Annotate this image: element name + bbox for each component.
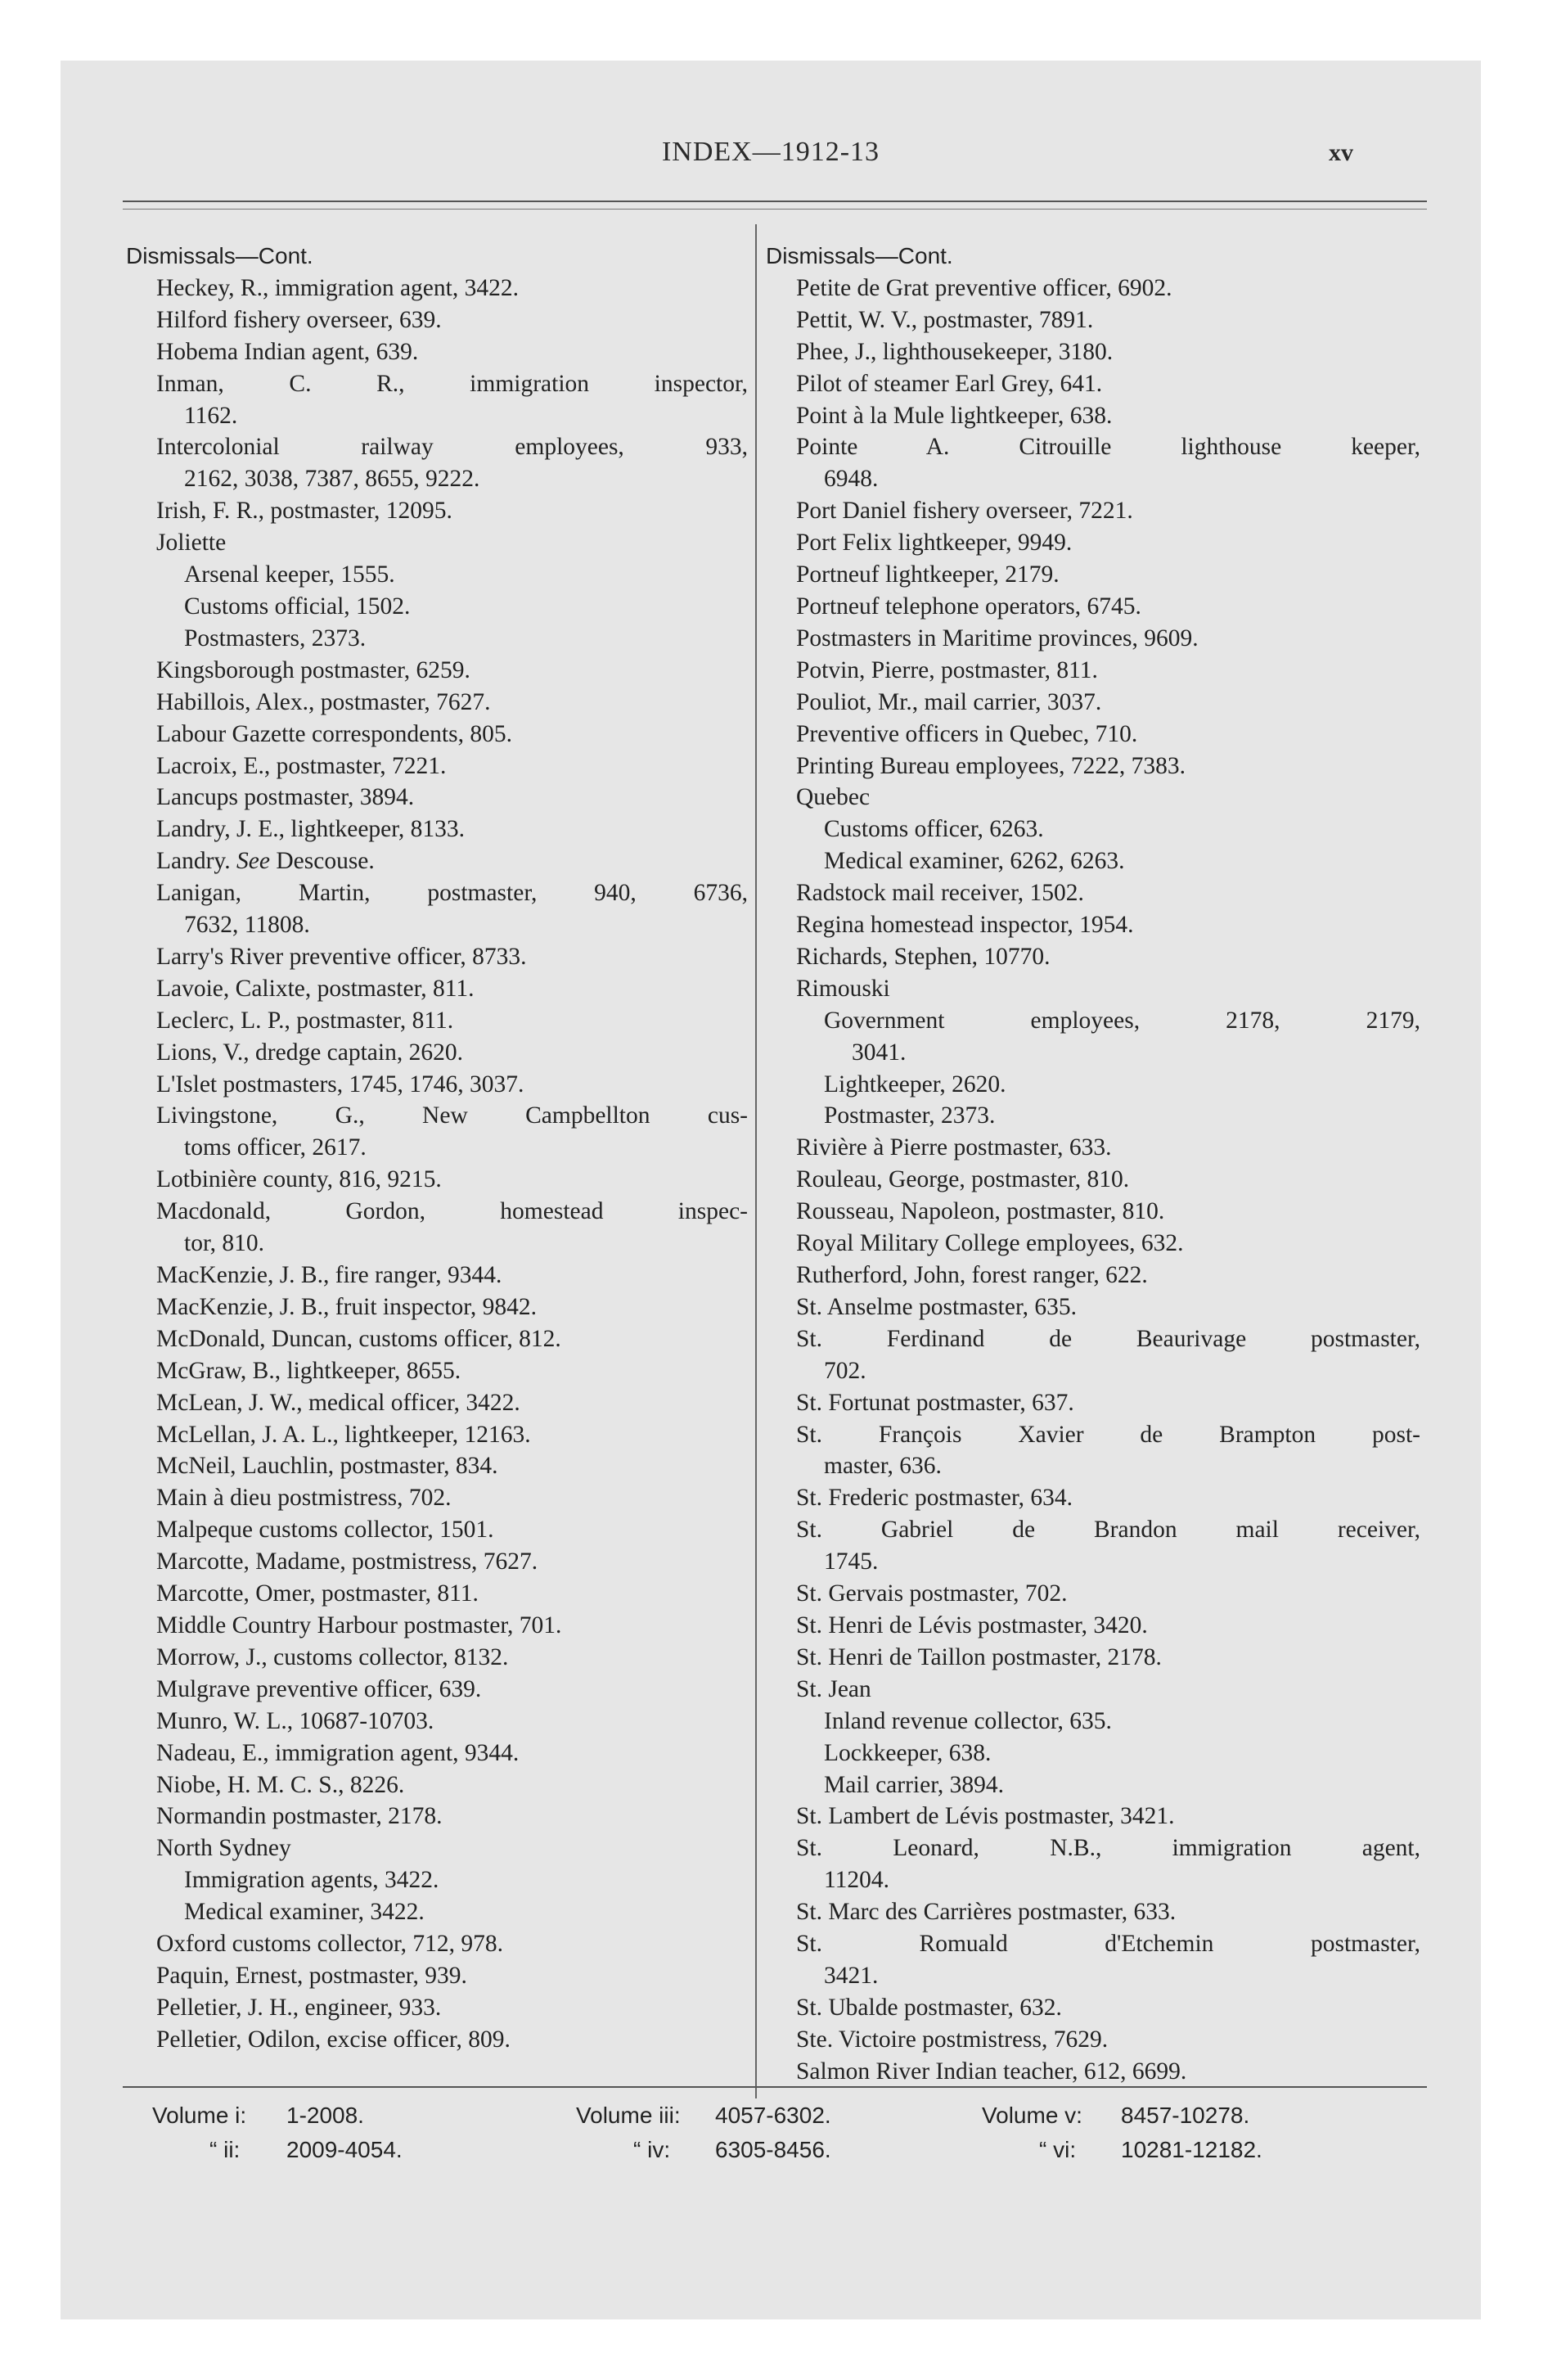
index-entry: Livingstone, G., New Campbellton cus-: [156, 1102, 748, 1129]
index-entry: Lotbinière county, 816, 9215.: [156, 1166, 442, 1193]
volume-label: “ iv:: [633, 2137, 671, 2162]
index-entry: MacKenzie, J. B., fire ranger, 9344.: [156, 1262, 502, 1288]
index-entry: St. Henri de Taillon postmaster, 2178.: [796, 1643, 1162, 1670]
index-entry: Lightkeeper, 2620.: [824, 1071, 1006, 1098]
index-entry: St. Gabriel de Brandon mail receiver,: [796, 1517, 1420, 1544]
index-entry: Postmasters in Maritime provinces, 9609.: [796, 624, 1199, 651]
index-entry: Larry's River preventive officer, 8733.: [156, 943, 527, 970]
index-entry: St. Marc des Carrières postmaster, 633.: [796, 1899, 1177, 1926]
index-entry: Marcotte, Madame, postmistress, 7627.: [156, 1548, 538, 1575]
index-entry: St. Ubalde postmaster, 632.: [796, 1994, 1062, 2021]
index-entry: 3041.: [852, 1039, 907, 1066]
volume-range: 2009-4054.: [286, 2137, 403, 2162]
index-entry: Pointe A. Citrouille lighthouse keeper,: [796, 434, 1420, 461]
index-entry: Richards, Stephen, 10770.: [796, 943, 1051, 970]
index-entry: Arsenal keeper, 1555.: [184, 561, 395, 588]
left-column: [126, 241, 748, 2056]
index-entry: 1162.: [184, 402, 238, 429]
index-entry: Lanigan, Martin, postmaster, 940, 6736,: [156, 880, 748, 907]
index-entry: Rimouski: [796, 975, 890, 1002]
index-entry: Royal Military College employees, 632.: [796, 1230, 1184, 1257]
index-entry: Immigration agents, 3422.: [184, 1867, 439, 1894]
index-entry: St. Romuald d'Etchemin postmaster,: [796, 1931, 1420, 1958]
index-entry: Ste. Victoire postmistress, 7629.: [796, 2026, 1109, 2053]
index-entry: Labour Gazette correspondents, 805.: [156, 720, 512, 747]
page-title: INDEX—1912-13: [661, 137, 880, 167]
header-rule-secondary: [123, 209, 1427, 210]
index-entry: Marcotte, Omer, postmaster, 811.: [156, 1580, 479, 1607]
index-entry: Lavoie, Calixte, postmaster, 811.: [156, 975, 475, 1002]
index-entry: Port Daniel fishery overseer, 7221.: [796, 498, 1133, 525]
index-entry: St. Frederic postmaster, 634.: [796, 1485, 1073, 1512]
volume-range: 4057-6302.: [715, 2103, 831, 2128]
index-entry: Lions, V., dredge captain, 2620.: [156, 1039, 463, 1066]
index-entry: 702.: [824, 1357, 866, 1384]
volume-range: 10281-12182.: [1121, 2137, 1262, 2162]
index-entry: Port Felix lightkeeper, 9949.: [796, 530, 1073, 557]
see-reference: See: [236, 848, 270, 875]
index-entry: North Sydney: [156, 1835, 291, 1862]
index-entry: St. Lambert de Lévis postmaster, 3421.: [796, 1803, 1175, 1830]
index-entry: Rousseau, Napoleon, postmaster, 810.: [796, 1198, 1165, 1225]
index-entry: Main à dieu postmistress, 702.: [156, 1485, 452, 1512]
index-entry: Rivière à Pierre postmaster, 633.: [796, 1134, 1112, 1161]
index-entry: Lacroix, E., postmaster, 7221.: [156, 752, 447, 779]
index-entry: Landry. See Descouse.: [156, 848, 375, 875]
index-entry: McDonald, Duncan, customs officer, 812.: [156, 1325, 561, 1352]
index-entry: L'Islet postmasters, 1745, 1746, 3037.: [156, 1071, 524, 1098]
index-entry: Phee, J., lighthousekeeper, 3180.: [796, 338, 1114, 365]
index-entry: Munro, W. L., 10687-10703.: [156, 1707, 434, 1734]
index-entry: Morrow, J., customs collector, 8132.: [156, 1643, 509, 1670]
index-entry: Government employees, 2178, 2179,: [824, 1007, 1420, 1034]
index-entry: Heckey, R., immigration agent, 3422.: [156, 274, 519, 301]
index-entry: Lockkeeper, 638.: [824, 1739, 992, 1766]
index-entry: Niobe, H. M. C. S., 8226.: [156, 1771, 405, 1798]
index-entry: Point à la Mule lightkeeper, 638.: [796, 402, 1113, 429]
index-entry: Malpeque customs collector, 1501.: [156, 1517, 494, 1544]
index-entry: Customs officer, 6263.: [824, 816, 1044, 843]
index-entry: Customs official, 1502.: [184, 593, 411, 620]
volume-label: Volume i:: [152, 2103, 247, 2128]
index-entry: St. François Xavier de Brampton post-: [796, 1421, 1420, 1448]
index-page: [61, 61, 1481, 2319]
index-entry: Lancups postmaster, 3894.: [156, 784, 415, 811]
index-entry: St. Leonard, N.B., immigration agent,: [796, 1835, 1420, 1862]
volume-label: Volume v:: [982, 2103, 1082, 2128]
index-entry: Intercolonial railway employees, 933,: [156, 434, 748, 461]
page-number: xv: [1329, 139, 1353, 166]
index-entry: Leclerc, L. P., postmaster, 811.: [156, 1007, 454, 1034]
section-heading: Dismissals—Cont.: [126, 243, 313, 268]
index-entry: Joliette: [156, 530, 227, 557]
index-entry: Medical examiner, 3422.: [184, 1899, 425, 1926]
volume-label: “ ii:: [209, 2137, 241, 2162]
index-entry: Hobema Indian agent, 639.: [156, 338, 419, 365]
index-entry: St. Ferdinand de Beaurivage postmaster,: [796, 1325, 1420, 1352]
index-entry: Pelletier, Odilon, excise officer, 809.: [156, 2026, 511, 2053]
index-entry: 2162, 3038, 7387, 8655, 9222.: [184, 466, 480, 493]
index-entry: St. Fortunat postmaster, 637.: [796, 1389, 1074, 1416]
index-entry: Pouliot, Mr., mail carrier, 3037.: [796, 688, 1102, 715]
index-entry: 3421.: [824, 1962, 879, 1989]
index-entry: Medical examiner, 6262, 6263.: [824, 848, 1125, 875]
volume-label: “ vi:: [1039, 2137, 1077, 2162]
index-entry: McLean, J. W., medical officer, 3422.: [156, 1389, 520, 1416]
index-entry: Pettit, W. V., postmaster, 7891.: [796, 306, 1094, 333]
index-entry: Potvin, Pierre, postmaster, 811.: [796, 656, 1098, 683]
index-entry: McGraw, B., lightkeeper, 8655.: [156, 1357, 461, 1384]
index-entry: Inman, C. R., immigration inspector,: [156, 370, 748, 397]
index-entry: master, 636.: [824, 1453, 942, 1480]
index-entry: Regina homestead inspector, 1954.: [796, 912, 1134, 939]
index-entry: Inland revenue collector, 635.: [824, 1707, 1112, 1734]
index-entry: Radstock mail receiver, 1502.: [796, 880, 1084, 907]
index-entry: Nadeau, E., immigration agent, 9344.: [156, 1739, 520, 1766]
index-entry: Rouleau, George, postmaster, 810.: [796, 1166, 1130, 1193]
volume-label: Volume iii:: [576, 2103, 681, 2128]
index-entry: Postmasters, 2373.: [184, 624, 367, 651]
index-entry: Normandin postmaster, 2178.: [156, 1803, 443, 1830]
index-entry: Portneuf telephone operators, 6745.: [796, 593, 1141, 620]
index-entry: 11204.: [824, 1867, 890, 1894]
right-column: [766, 241, 1420, 2088]
index-entry: 6948.: [824, 466, 879, 493]
index-entry: Portneuf lightkeeper, 2179.: [796, 561, 1060, 588]
index-entry: St. Jean: [796, 1675, 871, 1702]
index-entry: Landry, J. E., lightkeeper, 8133.: [156, 816, 466, 843]
index-entry: Pilot of steamer Earl Grey, 641.: [796, 370, 1103, 397]
index-entry: Paquin, Ernest, postmaster, 939.: [156, 1962, 467, 1989]
index-entry: Mulgrave preventive officer, 639.: [156, 1675, 482, 1702]
index-entry: Pelletier, J. H., engineer, 933.: [156, 1994, 442, 2021]
index-entry: Macdonald, Gordon, homestead inspec-: [156, 1198, 748, 1225]
index-entry: Printing Bureau employees, 7222, 7383.: [796, 752, 1186, 779]
index-entry: tor, 810.: [184, 1230, 264, 1257]
header-rule: [123, 201, 1427, 202]
index-entry: 1745.: [824, 1548, 879, 1575]
index-entry: toms officer, 2617.: [184, 1134, 367, 1161]
index-entry: Salmon River Indian teacher, 612, 6699.: [796, 2058, 1187, 2085]
index-entry: 7632, 11808.: [184, 912, 310, 939]
index-entry: Quebec: [796, 784, 871, 811]
volume-range: 8457-10278.: [1121, 2103, 1250, 2128]
index-entry: McLellan, J. A. L., lightkeeper, 12163.: [156, 1421, 531, 1448]
index-entry: Habillois, Alex., postmaster, 7627.: [156, 688, 491, 715]
index-entry: Petite de Grat preventive officer, 6902.: [796, 274, 1172, 301]
index-entry: Mail carrier, 3894.: [824, 1771, 1004, 1798]
index-entry: Irish, F. R., postmaster, 12095.: [156, 498, 452, 525]
index-entry: Rutherford, John, forest ranger, 622.: [796, 1262, 1148, 1288]
index-entry: St. Gervais postmaster, 702.: [796, 1580, 1068, 1607]
index-entry: Oxford customs collector, 712, 978.: [156, 1931, 504, 1958]
index-entry: Preventive officers in Quebec, 710.: [796, 720, 1138, 747]
index-entry: Postmaster, 2373.: [824, 1102, 996, 1129]
index-entry: Hilford fishery overseer, 639.: [156, 306, 442, 333]
index-entry: Middle Country Harbour postmaster, 701.: [156, 1611, 562, 1639]
index-entry: McNeil, Lauchlin, postmaster, 834.: [156, 1453, 498, 1480]
section-heading: Dismissals—Cont.: [766, 243, 953, 268]
index-entry: MacKenzie, J. B., fruit inspector, 9842.: [156, 1293, 537, 1320]
volume-range: 6305-8456.: [715, 2137, 831, 2162]
footer-rule: [123, 2086, 1427, 2088]
index-entry: St. Anselme postmaster, 635.: [796, 1293, 1077, 1320]
index-entry: St. Henri de Lévis postmaster, 3420.: [796, 1611, 1148, 1639]
volume-range: 1-2008.: [286, 2103, 364, 2128]
column-divider: [755, 224, 757, 2098]
index-entry: Kingsborough postmaster, 6259.: [156, 656, 470, 683]
